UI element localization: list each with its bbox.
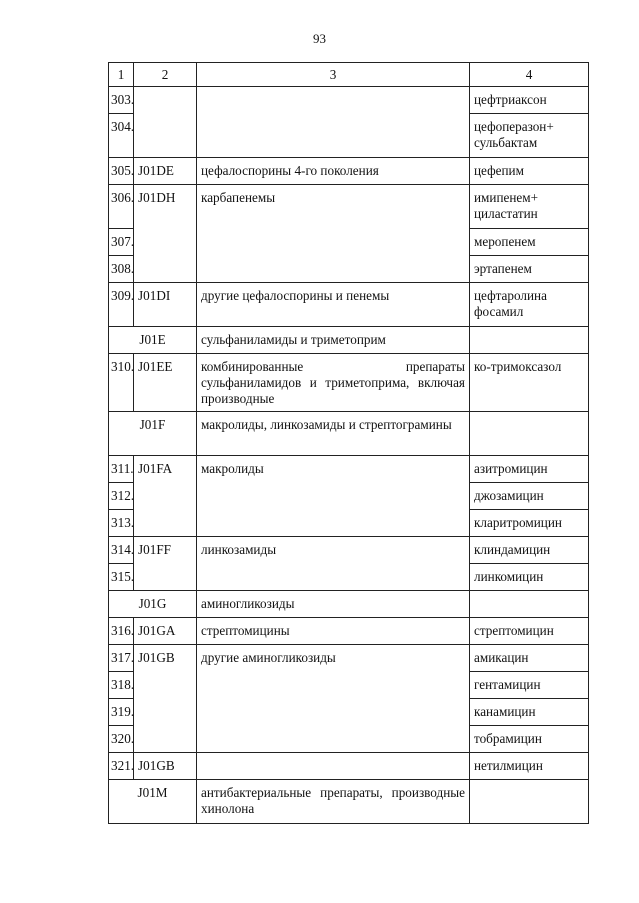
drug-name: ко-тримоксазол <box>470 354 589 412</box>
drug-name <box>470 591 589 618</box>
drug-name: цефепим <box>470 158 589 185</box>
atc-code <box>134 256 197 283</box>
row-number: 307. <box>109 229 134 256</box>
drug-name: цефоперазон+ сульбактам <box>470 114 589 158</box>
row-number: 318. <box>109 672 134 699</box>
group-name <box>197 229 470 256</box>
group-header-row <box>109 780 589 824</box>
atc-code <box>134 114 197 158</box>
header-col-4: 4 <box>470 63 589 87</box>
drug-name <box>470 327 589 354</box>
atc-code: J01E <box>109 327 197 354</box>
table-row <box>109 510 589 537</box>
drug-name: меропенем <box>470 229 589 256</box>
group-name <box>197 256 470 283</box>
group-name <box>197 114 470 158</box>
drug-name: нетилмицин <box>470 753 589 780</box>
atc-code: J01GA <box>134 618 197 645</box>
table-row <box>109 283 589 327</box>
group-name: макролиды, линкозамиды и стрептограмины <box>197 412 470 456</box>
group-name: стрептомицины <box>197 618 470 645</box>
row-number: 304. <box>109 114 134 158</box>
drug-name: эртапенем <box>470 256 589 283</box>
group-header-row <box>109 327 589 354</box>
drug-name <box>470 780 589 824</box>
drug-name: имипенем+ циластатин <box>470 185 589 229</box>
table-row <box>109 618 589 645</box>
drug-name: гентамицин <box>470 672 589 699</box>
drug-name: азитромицин <box>470 456 589 483</box>
table-row <box>109 672 589 699</box>
drug-name: амикацин <box>470 645 589 672</box>
drug-name: цефтаролина фосамил <box>470 283 589 327</box>
atc-code <box>134 87 197 114</box>
drug-name: канамицин <box>470 699 589 726</box>
table-row <box>109 229 589 256</box>
table-row <box>109 645 589 672</box>
atc-code: J01G <box>109 591 197 618</box>
atc-code: J01FA <box>134 456 197 483</box>
row-number: 319. <box>109 699 134 726</box>
row-number: 317. <box>109 645 134 672</box>
atc-code: J01F <box>109 412 197 456</box>
group-name <box>197 699 470 726</box>
group-name: макролиды <box>197 456 470 483</box>
group-name <box>197 564 470 591</box>
table-row <box>109 726 589 753</box>
group-name <box>197 726 470 753</box>
row-number: 320. <box>109 726 134 753</box>
group-name <box>197 672 470 699</box>
atc-code <box>134 699 197 726</box>
row-number: 315. <box>109 564 134 591</box>
group-name: антибактериальные препараты, производные хинолона <box>197 780 470 824</box>
atc-code: J01FF <box>134 537 197 564</box>
group-name <box>197 510 470 537</box>
atc-code: J01DE <box>134 158 197 185</box>
row-number: 321. <box>109 753 134 780</box>
row-number: 316. <box>109 618 134 645</box>
header-col-3: 3 <box>197 63 470 87</box>
group-name <box>197 753 470 780</box>
group-name: карбапенемы <box>197 185 470 229</box>
table-row <box>109 87 589 114</box>
row-number: 308. <box>109 256 134 283</box>
table-row <box>109 699 589 726</box>
group-name: сульфаниламиды и триметоприм <box>197 327 470 354</box>
row-number: 305. <box>109 158 134 185</box>
atc-code <box>134 483 197 510</box>
page-number: 93 <box>313 31 326 46</box>
atc-code: J01EE <box>134 354 197 412</box>
atc-code <box>134 510 197 537</box>
atc-code <box>134 672 197 699</box>
group-name: комбинированные препараты сульфаниламидов и триметоприма, включая производные <box>197 354 470 412</box>
table-row <box>109 537 589 564</box>
group-header-row <box>109 591 589 618</box>
group-name: другие цефалоспорины и пенемы <box>197 283 470 327</box>
atc-code <box>134 726 197 753</box>
row-number: 309. <box>109 283 134 327</box>
table-row <box>109 158 589 185</box>
table-row <box>109 256 589 283</box>
group-name: аминогликозиды <box>197 591 470 618</box>
drug-name: тобрамицин <box>470 726 589 753</box>
atc-code: J01DI <box>134 283 197 327</box>
drug-classification-table <box>108 62 589 824</box>
group-name: цефалоспорины 4-го поколения <box>197 158 470 185</box>
drug-name: цефтриаксон <box>470 87 589 114</box>
row-number: 311. <box>109 456 134 483</box>
header-col-1: 1 <box>109 63 134 87</box>
group-name <box>197 483 470 510</box>
atc-code <box>134 564 197 591</box>
group-name <box>197 87 470 114</box>
row-number: 303. <box>109 87 134 114</box>
row-number: 312. <box>109 483 134 510</box>
table-row <box>109 456 589 483</box>
table-row <box>109 753 589 780</box>
group-header-row <box>109 412 589 456</box>
atc-code: J01DH <box>134 185 197 229</box>
row-number: 313. <box>109 510 134 537</box>
atc-code: J01M <box>109 780 197 824</box>
table-row <box>109 564 589 591</box>
table-header-row <box>109 63 589 87</box>
drug-name: кларитромицин <box>470 510 589 537</box>
row-number: 314. <box>109 537 134 564</box>
group-name: другие аминогликозиды <box>197 645 470 672</box>
row-number: 310. <box>109 354 134 412</box>
drug-name <box>470 412 589 456</box>
row-number: 306. <box>109 185 134 229</box>
drug-name: клиндамицин <box>470 537 589 564</box>
table-row <box>109 185 589 229</box>
table-row <box>109 114 589 158</box>
atc-code: J01GB <box>134 753 197 780</box>
drug-name: линкомицин <box>470 564 589 591</box>
atc-code: J01GB <box>134 645 197 672</box>
drug-name: джозамицин <box>470 483 589 510</box>
atc-code <box>134 229 197 256</box>
table-row <box>109 483 589 510</box>
group-name: линкозамиды <box>197 537 470 564</box>
header-col-2: 2 <box>134 63 197 87</box>
drug-name: стрептомицин <box>470 618 589 645</box>
table-row <box>109 354 589 412</box>
